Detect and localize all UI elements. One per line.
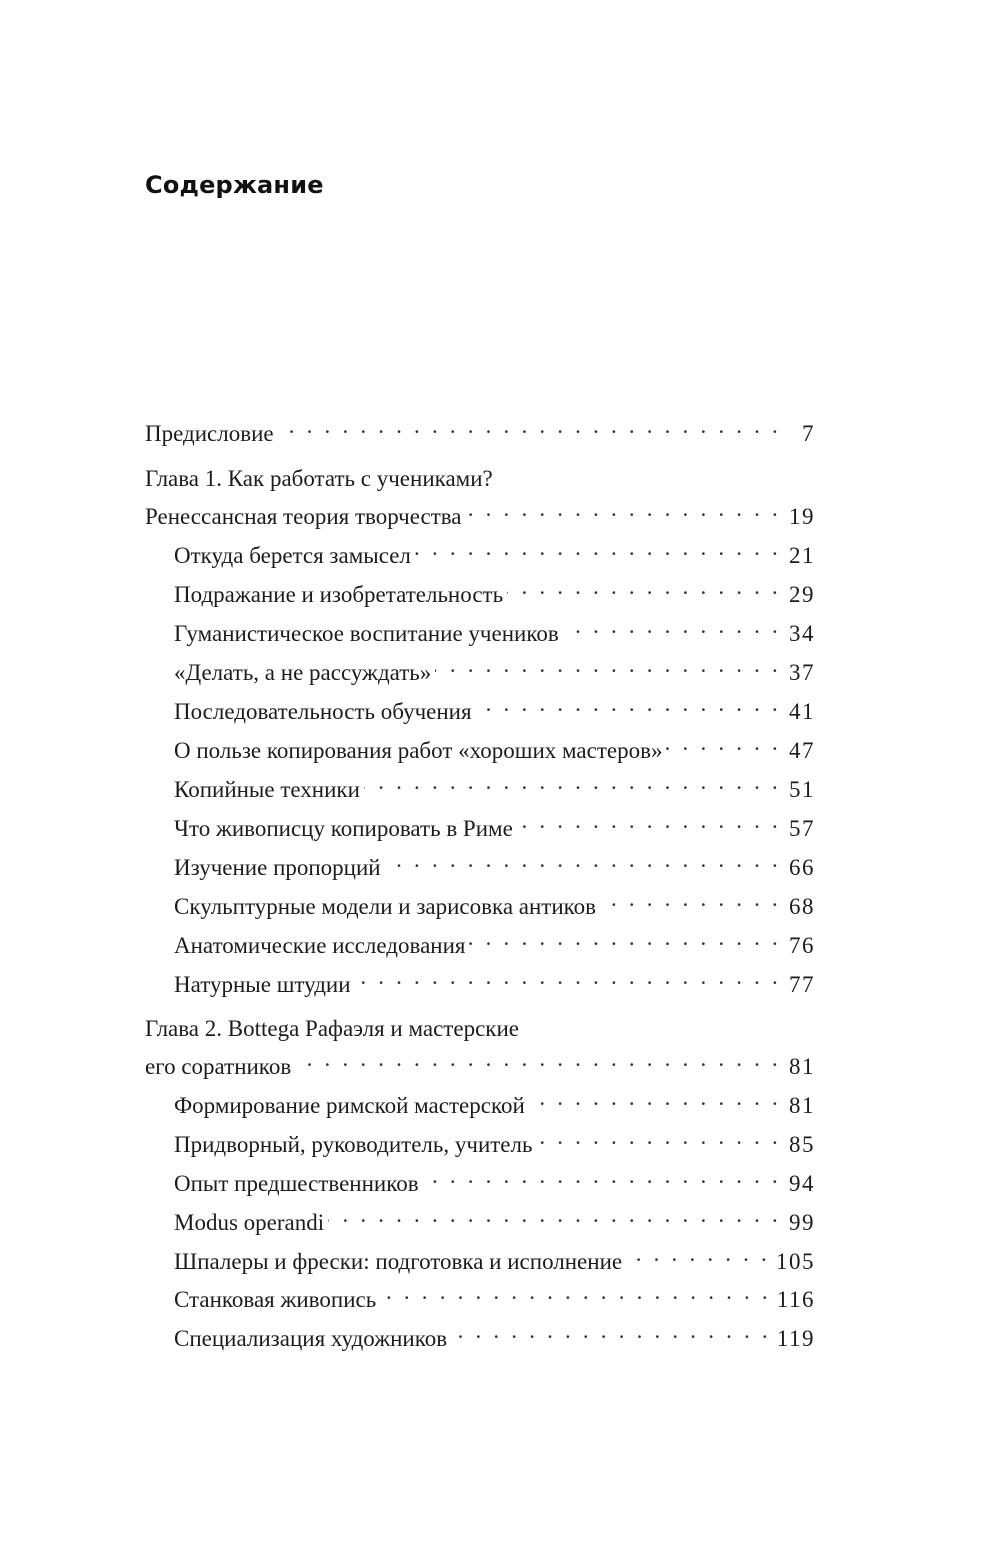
toc-page-number: 51 xyxy=(781,775,815,805)
toc-page-number: 119 xyxy=(771,1324,815,1354)
toc-subentry xyxy=(174,1200,815,1235)
dot-leader xyxy=(536,1122,781,1152)
toc-entry-preface xyxy=(145,411,815,446)
toc-page-number: 81 xyxy=(781,1052,815,1082)
toc-page-number: 47 xyxy=(781,736,815,766)
toc-page-number: 34 xyxy=(781,619,815,649)
toc-page-number: 19 xyxy=(781,502,815,532)
toc-entry-title: Гуманистическое воспитание учеников xyxy=(174,619,563,649)
toc-subentry xyxy=(174,1239,815,1274)
toc-subentry xyxy=(174,884,815,919)
toc-entry-title: Ренессансная теория творчества xyxy=(145,502,466,532)
toc-page-number: 66 xyxy=(781,853,815,883)
toc-page-number: 7 xyxy=(781,419,815,449)
dot-leader xyxy=(469,923,781,953)
toc-page-number: 37 xyxy=(781,658,815,688)
toc-subentry xyxy=(174,806,815,841)
toc-entry-title: Подражание и изобретательность xyxy=(174,580,507,610)
toc-page-number: 116 xyxy=(771,1285,815,1315)
toc-entry-title: Станковая живопись xyxy=(174,1285,380,1315)
dot-leader xyxy=(626,1239,770,1269)
toc-page-number: 105 xyxy=(770,1247,815,1277)
toc-subentry xyxy=(174,962,815,997)
dot-leader xyxy=(600,884,781,914)
toc-entry-title: Анатомические исследования xyxy=(174,931,469,961)
toc-page-number: 85 xyxy=(781,1130,815,1160)
toc-entry-title: Формирование римской мастерской xyxy=(174,1091,529,1121)
toc-page-number: 21 xyxy=(781,541,815,571)
toc-subentry xyxy=(174,533,815,568)
toc-entry-title: Опыт предшественников xyxy=(174,1169,423,1199)
toc-subentry xyxy=(174,767,815,802)
toc-entry-title: Скульптурные модели и зарисовка антиков xyxy=(174,892,600,922)
dot-leader xyxy=(529,1083,781,1113)
toc-entry-title: Последовательность обучения xyxy=(174,697,476,727)
toc-entry-title: Что живописцу копировать в Риме xyxy=(174,814,517,844)
toc-entry-title: Откуда берется замысел xyxy=(174,541,415,571)
dot-leader xyxy=(435,650,781,680)
toc-entry-title: О пользе копирования работ «хороших мастеров» xyxy=(174,736,666,766)
toc-entry-title: Специализация художников xyxy=(174,1324,451,1354)
dot-leader xyxy=(451,1316,771,1346)
toc-subentry xyxy=(174,1316,815,1351)
dot-leader xyxy=(563,611,781,641)
toc-subentry xyxy=(174,923,815,958)
dot-leader xyxy=(423,1161,781,1191)
dot-leader xyxy=(278,411,781,441)
dot-leader xyxy=(517,806,781,836)
toc-chapter-title-line-1: Глава 2. Bottega Рафаэля и мастерские xyxy=(145,1014,523,1044)
toc-page-number: 41 xyxy=(781,697,815,727)
toc-subentry xyxy=(174,845,815,880)
toc-chapter-title-line-1: Глава 1. Как работать с учениками? xyxy=(145,464,497,494)
toc-subentry xyxy=(174,1122,815,1157)
dot-leader xyxy=(355,962,781,992)
toc-subentry xyxy=(174,1161,815,1196)
toc-page-number: 81 xyxy=(781,1091,815,1121)
toc-subentry xyxy=(174,1277,815,1312)
toc-page-number: 68 xyxy=(781,892,815,922)
toc-page-number: 77 xyxy=(781,970,815,1000)
dot-leader xyxy=(666,728,781,758)
toc-entry-chapter-2 xyxy=(145,1014,815,1079)
toc-entry-chapter-1 xyxy=(145,464,815,529)
toc-page-number: 57 xyxy=(781,814,815,844)
toc-entry-title: Шпалеры и фрески: подготовка и исполнение xyxy=(174,1247,626,1277)
toc-entry-title: Копийные техники xyxy=(174,775,364,805)
dot-leader xyxy=(385,845,781,875)
dot-leader xyxy=(507,572,781,602)
toc-entry-title: Предисловие xyxy=(145,419,278,449)
toc-page-number: 99 xyxy=(781,1208,815,1238)
toc-entry-title: Изучение пропорций xyxy=(174,853,385,883)
toc-entry-title: «Делать, а не рассуждать» xyxy=(174,658,435,688)
toc-entry-title: Придворный, руководитель, учитель xyxy=(174,1130,536,1160)
dot-leader xyxy=(476,689,781,719)
dot-leader xyxy=(415,533,781,563)
toc-subentry xyxy=(174,572,815,607)
toc-entry-title: его соратников xyxy=(145,1052,295,1082)
toc-entry-title: Натурные штудии xyxy=(174,970,355,1000)
toc-subentry xyxy=(174,728,815,763)
toc-page-number: 29 xyxy=(781,580,815,610)
toc-page-number: 94 xyxy=(781,1169,815,1199)
dot-leader xyxy=(466,494,781,524)
toc-subentry xyxy=(174,689,815,724)
dot-leader xyxy=(364,767,781,797)
toc-subentry xyxy=(174,1083,815,1118)
page-title: Содержание xyxy=(145,171,324,199)
toc-page-number: 76 xyxy=(781,931,815,961)
toc-subentry xyxy=(174,650,815,685)
dot-leader xyxy=(380,1277,771,1307)
dot-leader xyxy=(295,1044,781,1074)
toc-entry-title: Modus operandi xyxy=(174,1208,328,1238)
dot-leader xyxy=(328,1200,781,1230)
toc-subentry xyxy=(174,611,815,646)
